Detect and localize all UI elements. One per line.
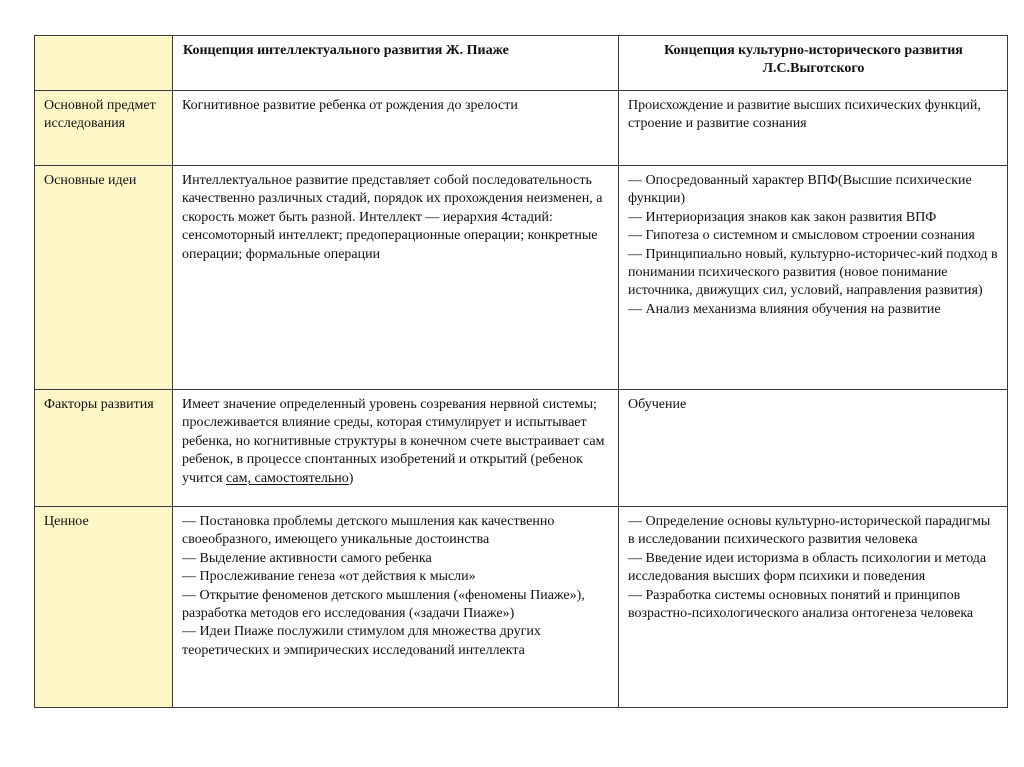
table-row [35, 166, 1008, 390]
list-item: — Открытие феноменов детского мышления («феномены Пиаже»), разработка методов его исследования («задачи Пиаже») [182, 587, 585, 622]
cell-vygotsky-subject: Происхождение и развитие высших психических функций, строение и развитие сознания [619, 91, 1008, 166]
header-vygotsky [619, 36, 1008, 91]
table-row [35, 507, 1008, 708]
factors-text-end: ) [348, 470, 354, 486]
table-header-row [35, 36, 1008, 91]
row-label-factors: Факторы развития [35, 390, 173, 507]
table-row [35, 91, 1008, 166]
cell-vygotsky-factors: Обучение [619, 390, 1008, 507]
list-item: — Интериоризация знаков как закон развития ВПФ [628, 209, 937, 225]
comparison-table [34, 35, 1008, 708]
row-label-ideas: Основные идеи [35, 166, 173, 390]
row-label-subject: Основной предмет исследования [35, 91, 173, 166]
cell-vygotsky-value [619, 507, 1008, 708]
factors-underlined-text: сам, самостоятельно [225, 470, 349, 486]
header-corner-cell [35, 36, 173, 91]
cell-piaget-value [173, 507, 619, 708]
list-item: — Введение идеи историзма в область психологии и метода исследования высших форм психики и поведения [628, 550, 987, 585]
list-item: — Постановка проблемы детского мышления как качественно своеобразного, имеющего уникальные достоинства [182, 514, 555, 548]
row-label-value: Ценное [35, 507, 173, 708]
list-item: — Выделение активности самого ребенка [182, 550, 432, 566]
list-item: — Опосредованный характер ВПФ(Высшие психические функции) [628, 173, 972, 207]
header-vygotsky-line2: Л.С.Выготского [762, 61, 865, 77]
header-vygotsky-line1: Концепция культурно-исторического развития [664, 43, 963, 58]
cell-piaget-factors [173, 390, 619, 507]
cell-piaget-ideas: Интеллектуальное развитие представляет собой последовательность качественно различных стадий, порядок их прохождения неизменен, а скорость может быть разной. Интеллект — иерархия 4стадий: сенсомоторный интеллект; предоперационные операции; конкретные операции; формальные операции [173, 166, 619, 390]
factors-text: Имеет значение определенный уровень созревания нервной системы; прослеживается влияние среды, которая стимулирует и испытывает ребенка, но когнитивные структуры в конечном счете выстраивает сам ребенок, в процессе спонтанных изобретений и открытий (ребенок учится [182, 397, 605, 486]
cell-vygotsky-ideas [619, 166, 1008, 390]
list-item: — Определение основы культурно-исторической парадигмы в исследовании психического развития человека [628, 514, 991, 548]
list-item: — Анализ механизма влияния обучения на развитие [628, 301, 941, 317]
table-row [35, 390, 1008, 507]
cell-piaget-subject: Когнитивное развитие ребенка от рождения до зрелости [173, 91, 619, 166]
list-item: — Прослеживание генеза «от действия к мысли» [182, 569, 476, 585]
list-item: — Гипотеза о системном и смысловом строении сознания [628, 228, 975, 244]
list-item: — Принципиально новый, культурно-историчес-кий подход в понимании психического развития (новое понимание источника, движущих сил, условий, направления развития) [628, 246, 998, 299]
header-piaget: Концепция интеллектуального развития Ж. Пиаже [173, 36, 619, 91]
list-item: — Идеи Пиаже послужили стимулом для множества других теоретических и эмпирических исследований интеллекта [182, 624, 541, 658]
list-item: — Разработка системы основных понятий и принципов возрастно-психологического анализа онтогенеза человека [628, 587, 974, 622]
